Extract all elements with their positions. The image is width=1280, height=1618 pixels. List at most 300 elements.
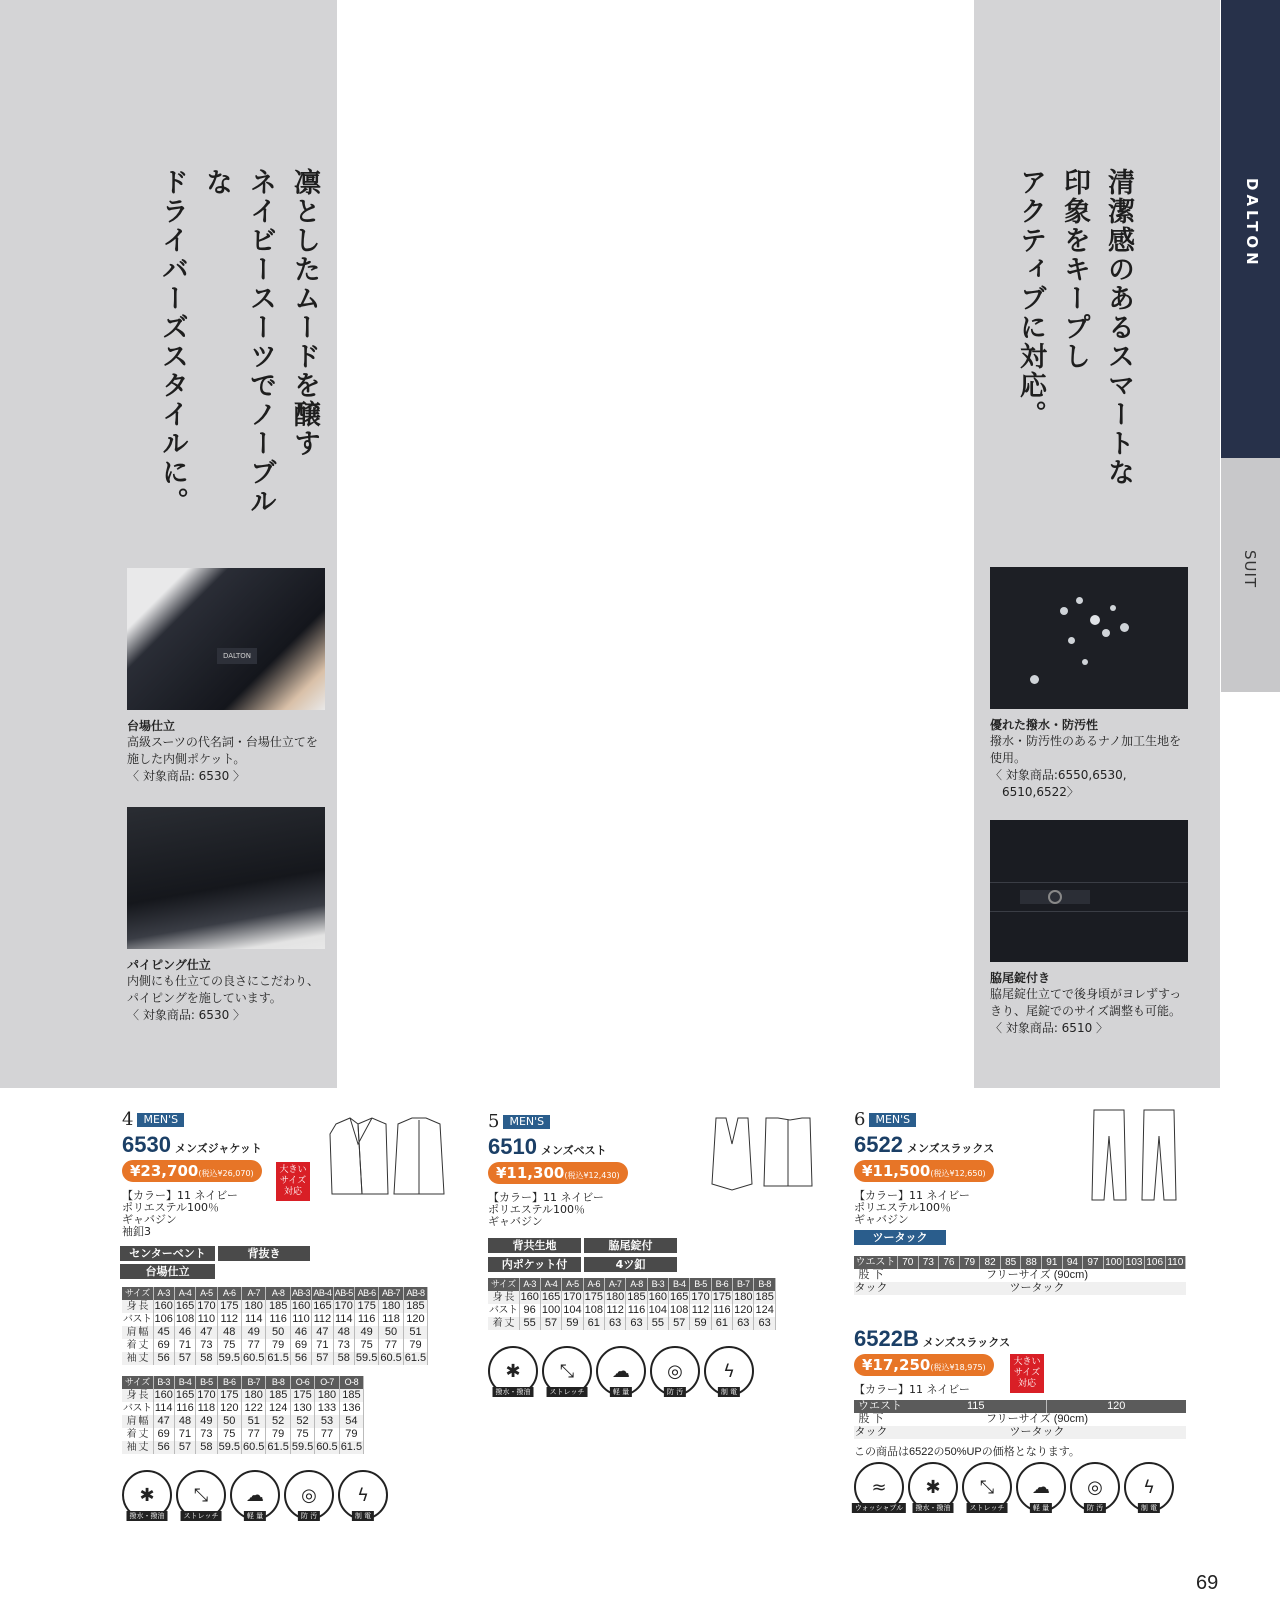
- size-cell: 100: [541, 1304, 561, 1316]
- size-cell: 53: [315, 1415, 339, 1428]
- size-cell: A-3: [519, 1278, 540, 1291]
- size-cell: B-8: [266, 1376, 290, 1389]
- function-icon-label: 防 汚: [298, 1511, 320, 1521]
- size-cell: 170: [334, 1300, 353, 1312]
- size-cell: A-6: [583, 1278, 604, 1291]
- size-cell: AB-5: [334, 1288, 353, 1298]
- product-name: メンズジャケット: [174, 1142, 262, 1155]
- size-cell: 61: [583, 1317, 604, 1330]
- function-icon: [908, 1462, 958, 1512]
- product-number: 6: [854, 1109, 866, 1130]
- size-row: [488, 1317, 775, 1330]
- size-cell: 130: [290, 1402, 314, 1415]
- waist-value: 79: [960, 1256, 981, 1269]
- size-cell: AB-6: [354, 1287, 378, 1300]
- size-cell: 185: [339, 1389, 363, 1402]
- size-cell: 170: [563, 1291, 582, 1303]
- size-cell: B-8: [754, 1278, 775, 1291]
- size-cell: 170: [197, 1300, 216, 1312]
- headline-left: 凛としたムードを醸す ネイビースーツでノーブルな ドライバーズスタイルに。: [157, 168, 320, 516]
- function-glyph: ☁: [1032, 1476, 1050, 1498]
- function-icon-label: 防 汚: [664, 1387, 686, 1397]
- feature-body: 高級スーツの代名詞・台場仕立てを 施した内側ポケット。 〈 対象商品: 6530 〉: [127, 735, 318, 783]
- feature-title: パイピング仕立: [127, 958, 211, 972]
- size-cell: 48: [217, 1326, 241, 1339]
- size-cell: O-7: [315, 1376, 339, 1389]
- size-cell: 69: [290, 1339, 311, 1352]
- label-center-vent: センターベント: [120, 1246, 215, 1261]
- size-cell: 77: [315, 1428, 339, 1441]
- product-6522b: [854, 1326, 1184, 1396]
- product-code: 6522B: [854, 1326, 919, 1351]
- size-cell: 49: [242, 1326, 266, 1339]
- size-cell: 57: [312, 1352, 333, 1365]
- waist-value: 103: [1124, 1256, 1145, 1269]
- size-table-6510: [488, 1278, 776, 1330]
- function-icon-label: 軽 量: [244, 1511, 266, 1521]
- product-spec: 【カラー】11 ネイビー ポリエステル100％ ギャバジン: [488, 1191, 604, 1228]
- size-cell: 124: [755, 1304, 774, 1316]
- category-tab: [1221, 458, 1280, 692]
- size-cell: 170: [691, 1291, 710, 1303]
- size-cell: B-7: [733, 1278, 754, 1291]
- size-cell: 124: [266, 1402, 290, 1415]
- size-row: [122, 1441, 364, 1454]
- size-cell: 55: [519, 1317, 540, 1330]
- size-cell: 73: [196, 1428, 217, 1441]
- size-header-row: [122, 1376, 364, 1389]
- size-cell: 48: [174, 1415, 195, 1428]
- size-cell: 47: [196, 1326, 217, 1339]
- size-cell: B-3: [153, 1376, 174, 1389]
- size-cell: 165: [313, 1300, 332, 1312]
- function-icon: [704, 1346, 754, 1396]
- product-spec: 【カラー】11 ネイビー ポリエステル100％ ギャバジン: [854, 1189, 970, 1226]
- function-icon: [122, 1470, 172, 1520]
- size-cell: 104: [563, 1304, 582, 1316]
- size-cell: 59.5: [291, 1441, 314, 1453]
- big-size-tag: 大きい サイズ 対応: [1010, 1354, 1044, 1393]
- size-cell: 56: [153, 1441, 174, 1454]
- function-icon: [962, 1462, 1012, 1512]
- size-cell: 57: [174, 1441, 195, 1454]
- function-glyph: ⤡: [559, 1360, 575, 1382]
- function-icon-label: ウォッシャブル: [852, 1503, 906, 1513]
- size-cell: 50: [266, 1326, 290, 1339]
- size-cell: B-7: [242, 1376, 266, 1389]
- function-icon: [1070, 1462, 1120, 1512]
- waist-value: 115: [906, 1400, 1047, 1413]
- row-label: 身 長: [122, 1389, 153, 1402]
- function-icon-label: ストレッチ: [181, 1511, 222, 1521]
- size-cell: 112: [313, 1313, 332, 1325]
- row-label: 肩 幅: [122, 1326, 153, 1339]
- price-tax: (税込¥12,650): [930, 1169, 986, 1178]
- function-glyph: ϟ: [1143, 1476, 1155, 1498]
- size-cell: 108: [670, 1304, 689, 1316]
- row-label: 身 長: [488, 1291, 519, 1304]
- size-cell: 47: [153, 1415, 174, 1428]
- size-cell: 175: [217, 1389, 241, 1402]
- size-cell: 79: [403, 1339, 427, 1352]
- function-icon-label: 防 汚: [1084, 1503, 1106, 1513]
- label-side-buckle: 脇尾錠付: [584, 1238, 677, 1253]
- label-daiba: 台場仕立: [120, 1264, 215, 1279]
- size-cell: 175: [290, 1389, 314, 1402]
- label-seinuki: 背抜き: [218, 1246, 310, 1261]
- waist-value: 106: [1145, 1256, 1166, 1269]
- brand-label-patch: DALTON: [217, 648, 257, 664]
- size-cell: 61.5: [267, 1352, 289, 1364]
- size-cell: 75: [217, 1428, 241, 1441]
- size-cell: 63: [754, 1317, 775, 1330]
- size-cell: 63: [626, 1317, 647, 1330]
- size-cell: 120: [217, 1402, 241, 1415]
- size-cell: 59: [690, 1317, 711, 1330]
- size-cell: 110: [197, 1313, 216, 1325]
- label-back-fabric: 背共生地: [488, 1238, 581, 1253]
- function-glyph: ⤡: [193, 1484, 209, 1506]
- brand-tab-label: DALTON: [1243, 178, 1261, 269]
- size-cell: O-6: [290, 1376, 314, 1389]
- size-cell: 48: [333, 1326, 354, 1339]
- size-cell: 50: [379, 1326, 403, 1339]
- function-icon-label: ストレッチ: [547, 1387, 588, 1397]
- price: ¥11,300: [496, 1164, 565, 1182]
- price-tax: (税込¥12,430): [564, 1171, 620, 1180]
- price: ¥11,500: [862, 1162, 931, 1180]
- price: ¥17,250: [862, 1356, 931, 1374]
- icons-6510: [488, 1346, 754, 1396]
- size-cell: 51: [403, 1326, 427, 1339]
- size-cell: 112: [217, 1313, 241, 1326]
- feature-title: 優れた撥水・防汚性: [990, 718, 1099, 732]
- size-cell: 77: [242, 1339, 266, 1352]
- tuck-value: ツータック: [1009, 1426, 1065, 1438]
- size-cell: 58: [196, 1352, 217, 1365]
- size-cell: A-6: [217, 1287, 241, 1300]
- row-label: サイズ: [122, 1376, 153, 1389]
- product-name: メンズスラックス: [922, 1336, 1011, 1349]
- product-number: 4: [122, 1109, 134, 1130]
- size-cell: 49: [196, 1415, 217, 1428]
- function-glyph: ✱: [139, 1484, 155, 1506]
- row-label: バスト: [123, 1403, 152, 1414]
- size-cell: 180: [379, 1300, 403, 1313]
- function-icon-label: 軽 量: [610, 1387, 632, 1397]
- row-label: 着 丈: [122, 1339, 153, 1352]
- feature-1: [127, 718, 337, 785]
- size-cell: 118: [197, 1402, 216, 1414]
- size-cell: 61: [711, 1317, 732, 1330]
- size-cell: O-8: [339, 1376, 363, 1389]
- size-cell: A-8: [626, 1278, 647, 1291]
- size-cell: 180: [242, 1300, 266, 1313]
- row-label: バスト: [123, 1314, 152, 1325]
- size-cell: 185: [755, 1291, 774, 1303]
- size-cell: 104: [648, 1304, 668, 1316]
- mens-badge: MEN'S: [869, 1113, 916, 1127]
- size-cell: 59.5: [355, 1352, 378, 1364]
- function-glyph: ◎: [667, 1360, 683, 1382]
- size-cell: 165: [541, 1291, 561, 1303]
- size-cell: 45: [153, 1326, 174, 1339]
- function-icon-label: 軽 量: [1030, 1503, 1052, 1513]
- size-cell: 175: [712, 1291, 732, 1303]
- price-tax: (税込¥26,070): [198, 1169, 254, 1178]
- function-glyph: ☁: [612, 1360, 630, 1382]
- price-note: この商品は6522の50%UPの価格となります。: [854, 1446, 1080, 1458]
- function-icon-label: 制 電: [718, 1387, 740, 1397]
- size-cell: 118: [379, 1313, 403, 1326]
- size-cell: 185: [266, 1300, 290, 1313]
- size-cell: 114: [242, 1313, 266, 1326]
- size-cell: 116: [266, 1313, 290, 1326]
- product-code: 6510: [488, 1134, 537, 1159]
- size-cell: 56: [153, 1352, 174, 1365]
- size-cell: 59.5: [218, 1441, 240, 1453]
- size-cell: 160: [291, 1300, 311, 1312]
- size-cell: 116: [627, 1304, 646, 1316]
- size-cell: A-5: [196, 1287, 217, 1300]
- waist-value: 76: [939, 1256, 960, 1269]
- function-icon-label: 撥水・撥油: [913, 1503, 954, 1513]
- function-icon: [650, 1346, 700, 1396]
- size-cell: 46: [290, 1326, 311, 1339]
- label-4-buttons: 4ツ釦: [584, 1257, 677, 1272]
- label-two-tuck: ツータック: [854, 1230, 946, 1245]
- feature-3: [990, 717, 1220, 801]
- waist-value: 82: [980, 1256, 1001, 1269]
- inseam-label: 股 下: [858, 1269, 884, 1281]
- row-label: 袖 丈: [122, 1352, 153, 1365]
- function-glyph: ✱: [505, 1360, 521, 1382]
- size-cell: 75: [290, 1428, 314, 1441]
- size-cell: 165: [175, 1389, 195, 1401]
- inseam-value: フリーサイズ (90cm): [986, 1269, 1088, 1281]
- size-cell: 60.5: [380, 1352, 402, 1364]
- size-cell: 160: [520, 1291, 539, 1303]
- size-row: [122, 1326, 428, 1339]
- size-table-6530-b: [122, 1376, 364, 1454]
- size-cell: 175: [354, 1300, 378, 1313]
- size-cell: 77: [242, 1428, 266, 1441]
- size-cell: 160: [154, 1300, 173, 1312]
- size-cell: 52: [266, 1415, 290, 1428]
- waist-value: 100: [1104, 1256, 1125, 1269]
- size-cell: 175: [584, 1291, 603, 1303]
- size-cell: 79: [266, 1339, 290, 1352]
- size-cell: AB-4: [313, 1288, 332, 1298]
- photo-daiba-pocket: [127, 568, 325, 710]
- size-cell: 175: [217, 1300, 241, 1313]
- row-label: 着 丈: [122, 1428, 153, 1441]
- size-cell: B-5: [690, 1278, 711, 1291]
- photo-side-buckle: [990, 820, 1188, 962]
- function-glyph: ◎: [301, 1484, 317, 1506]
- size-cell: A-8: [266, 1287, 290, 1300]
- size-cell: B-6: [217, 1376, 241, 1389]
- size-cell: 60.5: [243, 1352, 265, 1364]
- icons-6530: [122, 1470, 388, 1520]
- function-icon-label: 撥水・撥油: [493, 1387, 534, 1397]
- function-glyph: ϟ: [723, 1360, 735, 1382]
- product-spec: 【カラー】11 ネイビー: [854, 1383, 970, 1396]
- size-cell: B-3: [647, 1278, 668, 1291]
- waist-value: 88: [1021, 1256, 1042, 1269]
- size-cell: 114: [334, 1313, 353, 1325]
- size-cell: B-4: [174, 1376, 195, 1389]
- size-cell: 50: [217, 1415, 241, 1428]
- photo-piping: [127, 807, 325, 949]
- size-cell: 122: [242, 1402, 266, 1415]
- function-glyph: ✱: [925, 1476, 941, 1498]
- labels-6530: [120, 1246, 310, 1279]
- size-cell: 180: [734, 1291, 753, 1303]
- size-cell: 60.5: [243, 1441, 265, 1453]
- size-cell: 61.5: [267, 1441, 289, 1453]
- size-cell: 116: [176, 1402, 194, 1414]
- size-cell: 73: [196, 1339, 217, 1352]
- size-row: [122, 1300, 428, 1313]
- waist-table-6522b: [854, 1400, 1186, 1459]
- size-header-row: [122, 1287, 428, 1300]
- size-cell: A-3: [153, 1287, 174, 1300]
- size-cell: 136: [339, 1402, 363, 1415]
- size-cell: 57: [174, 1352, 195, 1365]
- waist-value: 120: [1107, 1400, 1126, 1412]
- size-cell: 185: [627, 1291, 646, 1303]
- size-cell: A-7: [604, 1278, 625, 1291]
- waist-value: 73: [919, 1256, 940, 1269]
- size-cell: A-5: [562, 1278, 583, 1291]
- function-icon-label: 制 電: [1138, 1503, 1160, 1513]
- tuck-label: タック: [854, 1426, 888, 1438]
- size-row: [122, 1389, 364, 1402]
- function-icon-label: ストレッチ: [967, 1503, 1008, 1513]
- size-cell: A-4: [540, 1278, 561, 1291]
- size-cell: 185: [266, 1389, 290, 1402]
- size-cell: AB-3: [292, 1288, 311, 1298]
- product-code: 6530: [122, 1132, 171, 1157]
- size-cell: B-5: [196, 1376, 217, 1389]
- size-cell: 120: [403, 1313, 427, 1326]
- size-cell: AB-7: [379, 1287, 403, 1300]
- feature-2: [127, 957, 337, 1024]
- product-name: メンズベスト: [540, 1144, 607, 1157]
- function-glyph: ≈: [871, 1476, 887, 1498]
- inseam-label: 股 下: [858, 1413, 884, 1425]
- size-cell: 69: [153, 1428, 174, 1441]
- size-cell: 46: [174, 1326, 195, 1339]
- size-cell: 170: [197, 1389, 216, 1401]
- size-cell: 69: [153, 1339, 174, 1352]
- size-cell: 61.5: [340, 1441, 363, 1453]
- price-tax: (税込¥18,975): [930, 1363, 986, 1372]
- size-cell: 116: [354, 1313, 378, 1326]
- function-icon: [596, 1346, 646, 1396]
- size-cell: 165: [175, 1300, 195, 1312]
- tuck-label: タック: [854, 1282, 888, 1294]
- size-cell: B-6: [711, 1278, 732, 1291]
- size-cell: 58: [333, 1352, 354, 1365]
- feature-4: [990, 970, 1220, 1037]
- function-glyph: ☁: [246, 1484, 264, 1506]
- waist-label: ウエスト: [858, 1400, 902, 1412]
- size-cell: B-4: [669, 1278, 690, 1291]
- size-cell: 79: [266, 1428, 290, 1441]
- waist-table-6522: [854, 1256, 1186, 1295]
- size-cell: 56: [290, 1352, 311, 1365]
- size-cell: 160: [648, 1291, 668, 1303]
- size-cell: A-4: [174, 1287, 195, 1300]
- size-cell: 47: [312, 1326, 333, 1339]
- size-cell: AB-8: [403, 1287, 427, 1300]
- size-cell: 71: [174, 1428, 195, 1441]
- tuck-value: ツータック: [1009, 1282, 1065, 1294]
- mens-badge: MEN'S: [503, 1115, 550, 1129]
- size-cell: 59.5: [218, 1352, 240, 1364]
- mens-badge: MEN'S: [137, 1113, 184, 1127]
- size-cell: 112: [691, 1304, 710, 1316]
- size-cell: 71: [174, 1339, 195, 1352]
- jacket-illustration: [328, 1114, 448, 1204]
- feature-title: 脇尾錠付き: [990, 971, 1051, 985]
- function-glyph: ϟ: [357, 1484, 369, 1506]
- feature-body: 撥水・防汚性のあるナノ加工生地を 使用。 〈 対象商品:6550,6530, 6510,6522〉: [990, 734, 1182, 799]
- size-row: [488, 1304, 775, 1317]
- size-cell: 59: [562, 1317, 583, 1330]
- function-icon: [1124, 1462, 1174, 1512]
- size-cell: 108: [584, 1304, 603, 1316]
- function-icon: [176, 1470, 226, 1520]
- function-icon: [230, 1470, 280, 1520]
- price: ¥23,700: [130, 1162, 199, 1180]
- size-cell: 120: [734, 1304, 753, 1316]
- product-name: メンズスラックス: [906, 1142, 995, 1155]
- brand-tab: [1221, 0, 1280, 458]
- size-cell: 77: [379, 1339, 403, 1352]
- size-cell: 180: [242, 1389, 266, 1402]
- product-spec: 【カラー】11 ネイビー ポリエステル100％ ギャバジン 袖釦3: [122, 1189, 238, 1238]
- row-label: 肩 幅: [122, 1415, 153, 1428]
- price-tag: [854, 1160, 994, 1182]
- size-header-row: [488, 1278, 775, 1291]
- label-inner-pocket: 内ポケット付: [488, 1257, 581, 1272]
- feature-title: 台場仕立: [127, 719, 176, 733]
- function-icon-label: 撥水・撥油: [127, 1511, 168, 1521]
- size-cell: A-7: [242, 1287, 266, 1300]
- price-tag: [488, 1162, 628, 1184]
- size-cell: 112: [606, 1304, 624, 1316]
- size-cell: 185: [403, 1300, 427, 1313]
- product-code: 6522: [854, 1132, 903, 1157]
- size-cell: 165: [670, 1291, 689, 1303]
- size-cell: 57: [669, 1317, 690, 1330]
- function-icon: [338, 1470, 388, 1520]
- page-number: 69: [1196, 1572, 1219, 1594]
- size-cell: 57: [540, 1317, 561, 1330]
- size-cell: 71: [312, 1339, 333, 1352]
- function-icon: [488, 1346, 538, 1396]
- category-tab-label: SUIT: [1241, 550, 1259, 589]
- size-cell: 52: [290, 1415, 314, 1428]
- size-cell: 61.5: [404, 1352, 427, 1364]
- size-cell: 63: [604, 1317, 625, 1330]
- size-cell: 133: [315, 1402, 339, 1415]
- waist-value: 97: [1083, 1256, 1104, 1269]
- size-cell: 54: [339, 1415, 363, 1428]
